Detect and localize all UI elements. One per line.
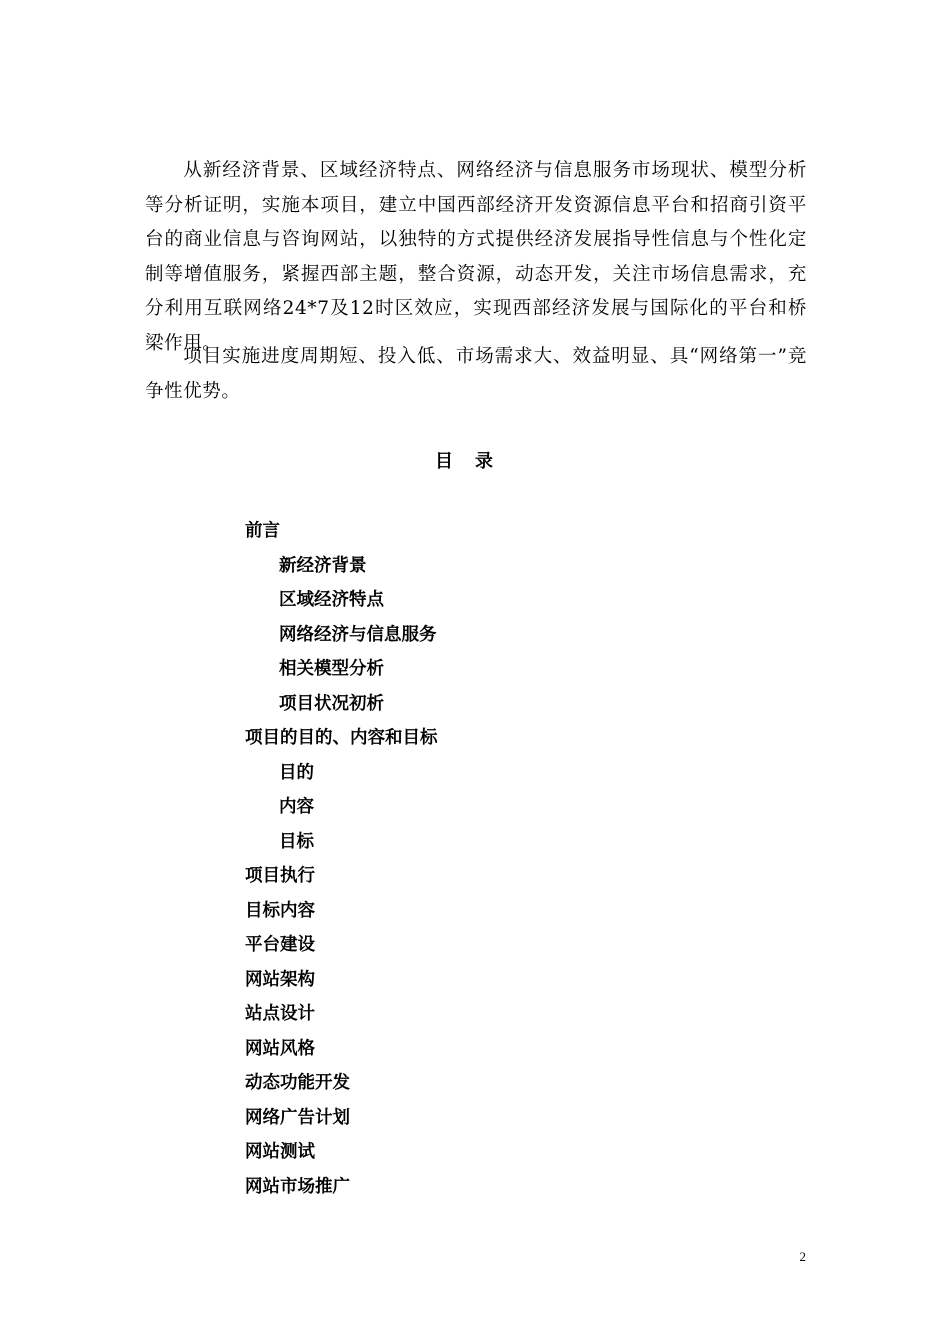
toc-item[interactable]: 网站风格: [245, 1038, 315, 1059]
toc-item[interactable]: 目标内容: [245, 900, 315, 921]
toc-item[interactable]: 网络经济与信息服务: [279, 624, 437, 645]
toc-item[interactable]: 项目的目的、内容和目标: [245, 728, 438, 748]
toc-item[interactable]: 平台建设: [245, 935, 315, 955]
toc-item[interactable]: 目的: [279, 762, 314, 783]
toc-item[interactable]: 新经济背景: [279, 555, 367, 576]
table-of-contents: [245, 514, 805, 1204]
paragraph-text: 项目实施进度周期短、投入低、市场需求大、效益明显、具“网络第一”竞争性优势。: [145, 346, 807, 402]
toc-item[interactable]: 项目执行: [245, 866, 315, 886]
paragraph-text: 从新经济背景、区域经济特点、网络经济与信息服务市场现状、模型分析等分析证明，实施本项目，建立中国西部经济开发资源信息平台和招商引资平台的商业信息与咨询网站，以独特的方式提供经济发展指导性信息与个性化定制等增值服务，紧握西部主题，整合资源，动态开发，关注市场信息需求，充分利用互联网络24*7及12时区效应，实现西部经济发展与国际化的平台和桥梁作用。: [145, 160, 807, 354]
toc-item[interactable]: 网络广告计划: [245, 1107, 350, 1128]
toc-item[interactable]: 相关模型分析: [279, 659, 384, 679]
body-paragraph-2: [145, 340, 807, 409]
toc-item[interactable]: 目标: [279, 831, 314, 852]
toc-item[interactable]: 站点设计: [245, 1004, 315, 1024]
toc-title: 目录: [435, 451, 515, 472]
toc-item[interactable]: 网站市场推广: [245, 1176, 350, 1197]
toc-item[interactable]: 项目状况初析: [279, 693, 384, 714]
toc-item[interactable]: 网站测试: [245, 1142, 315, 1162]
toc-item[interactable]: 前言: [245, 521, 280, 541]
page-number: 2: [799, 1249, 806, 1264]
toc-item[interactable]: 动态功能开发: [245, 1073, 350, 1093]
toc-item[interactable]: 内容: [279, 797, 314, 817]
toc-item[interactable]: 区域经济特点: [279, 590, 384, 610]
toc-item[interactable]: 网站架构: [245, 969, 315, 990]
body-paragraph-1: [145, 154, 807, 362]
